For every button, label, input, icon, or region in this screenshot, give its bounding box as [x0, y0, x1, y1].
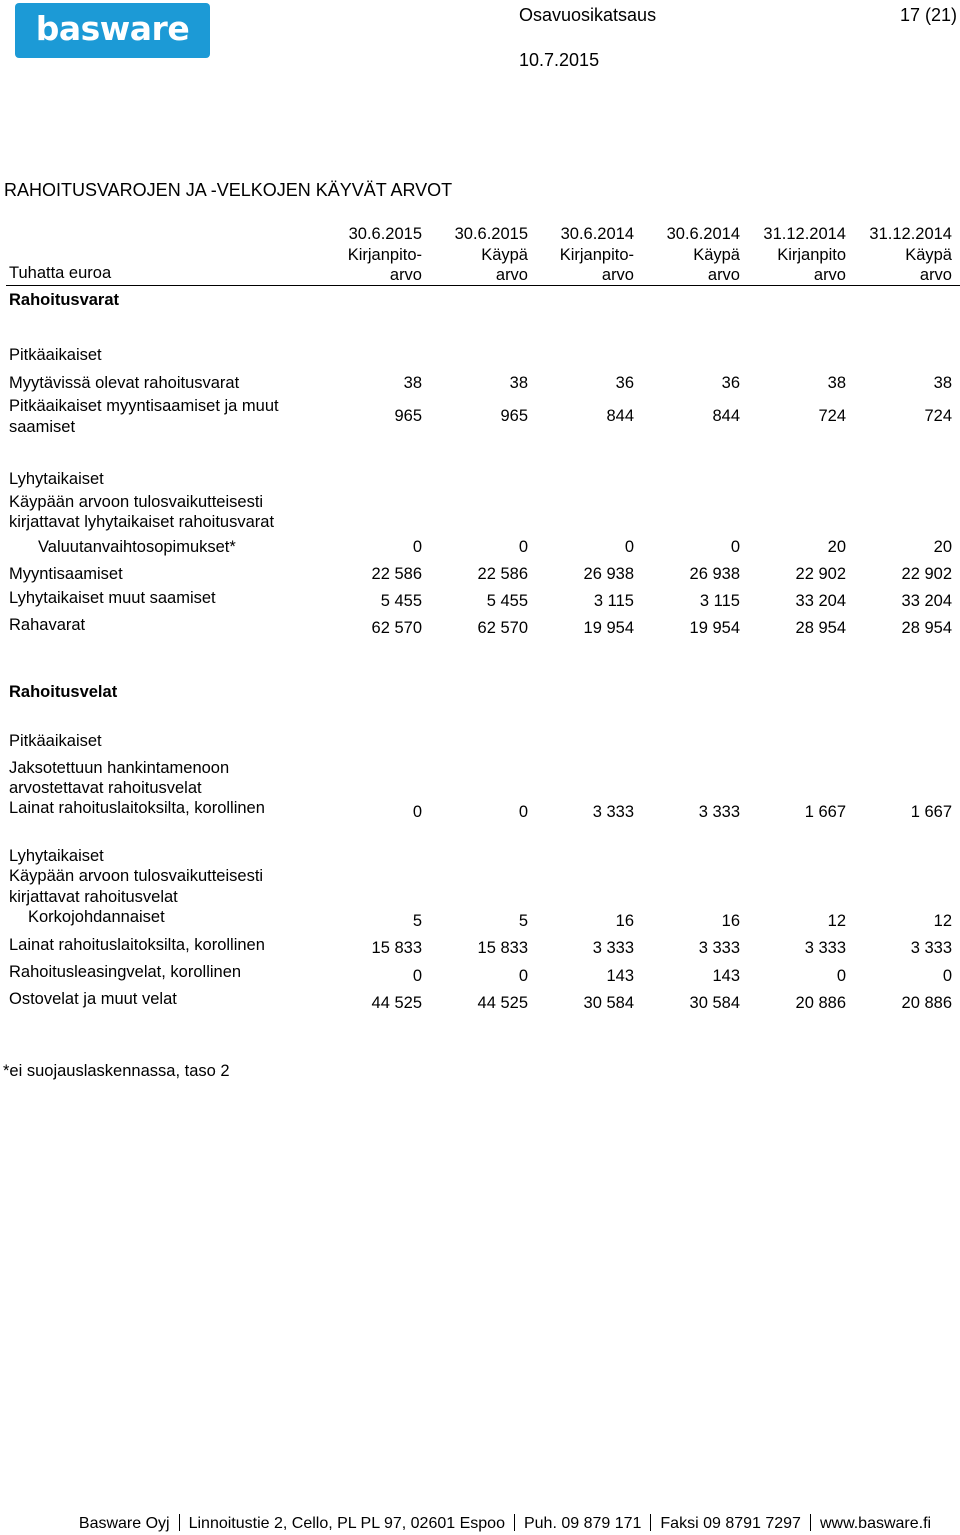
column-header: 30.6.2014 Käypä arvo — [666, 225, 740, 284]
section-title: RAHOITUSVAROJEN JA -VELKOJEN KÄYVÄT ARVOT — [4, 180, 453, 200]
subgroup-heading: Lyhytaikaiset — [9, 847, 104, 865]
footer-fax: Faksi 09 8791 7297 — [660, 1515, 801, 1532]
footer-company: Basware Oyj — [78, 1515, 170, 1532]
subgroup-heading: Pitkäaikaiset — [9, 346, 102, 364]
page-footer — [0, 1514, 960, 1533]
document-date: 10.7.2015 — [519, 50, 600, 70]
footer-phone: Puh. 09 879 171 — [523, 1515, 642, 1532]
document-title: Osavuosikatsaus — [519, 5, 657, 25]
group-heading: Rahoitusvarat — [9, 291, 120, 309]
header-divider — [6, 285, 960, 286]
subgroup-heading: Käypään arvoon tulosvaikutteisesti — [9, 493, 264, 511]
subgroup-heading: Käypään arvoon tulosvaikutteisesti — [9, 867, 264, 885]
group-heading: Rahoitusvelat — [9, 683, 118, 701]
footer-separator — [514, 1514, 515, 1531]
footer-website: www.basware.fi — [819, 1515, 932, 1532]
subgroup-heading: kirjattavat rahoitusvelat — [9, 888, 178, 906]
column-header: 31.12.2014 Käypä arvo — [869, 225, 952, 284]
logo-text: basware — [35, 9, 190, 48]
basware-logo — [15, 3, 210, 58]
page-number: 17 (21) — [899, 5, 957, 25]
subgroup-heading: arvostettavat rahoitusvelat — [9, 779, 202, 797]
subgroup-heading: Lyhytaikaiset — [9, 470, 104, 488]
footnote: *ei suojauslaskennassa, taso 2 — [3, 1062, 230, 1080]
subgroup-heading: Pitkäaikaiset — [9, 732, 102, 750]
column-header: 30.6.2014 Kirjanpito- arvo — [559, 225, 634, 284]
footer-separator — [810, 1514, 811, 1531]
column-header: 30.6.2015 Kirjanpito- arvo — [347, 225, 422, 284]
footer-separator — [179, 1514, 180, 1531]
subgroup-heading: Jaksotettuun hankintamenoon — [9, 759, 230, 777]
column-header: 30.6.2015 Käypä arvo — [454, 225, 528, 284]
subgroup-heading: kirjattavat lyhytaikaiset rahoitusvarat — [9, 513, 275, 531]
footer-separator — [650, 1514, 651, 1531]
footer-address: Linnoitustie 2, Cello, PL PL 97, 02601 Espoo — [188, 1515, 505, 1532]
column-header: 31.12.2014 Kirjanpito arvo — [763, 225, 846, 284]
unit-label: Tuhatta euroa — [9, 264, 112, 282]
